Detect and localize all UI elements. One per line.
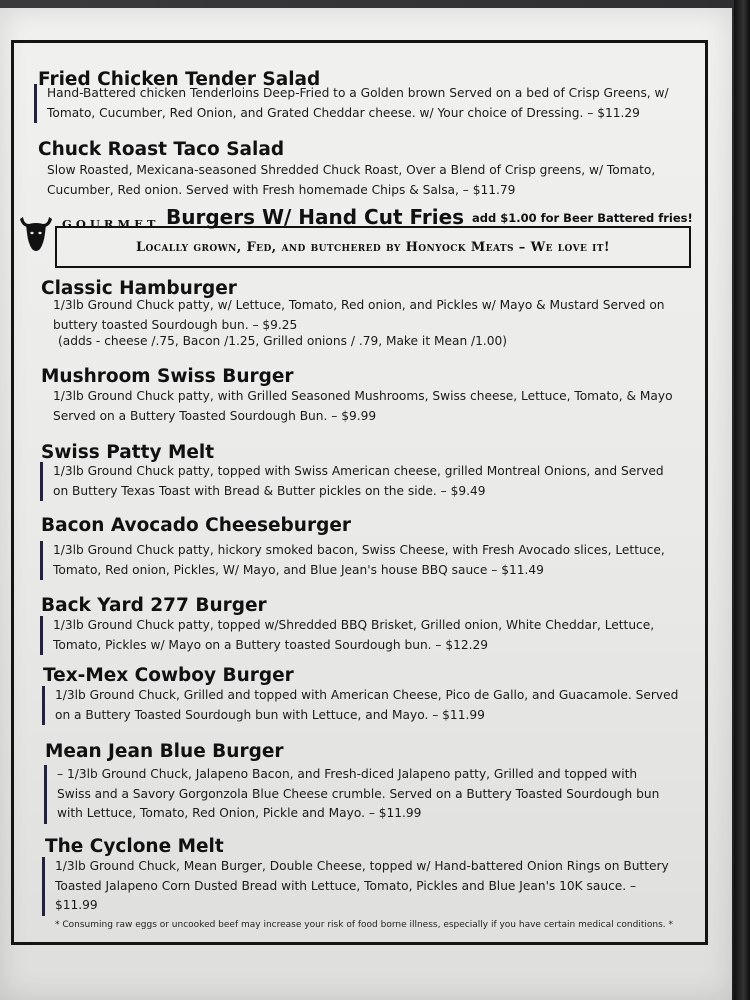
menu-item-title: Mushroom Swiss Burger <box>41 366 294 387</box>
menu-item-description <box>44 765 659 824</box>
description-line: 1/3lb Ground Chuck patty, topped w/Shredded BBQ Brisket, Grilled onion, White Cheddar, Lettuce, <box>53 618 655 632</box>
menu-item-title: Back Yard 277 Burger <box>41 595 267 616</box>
description-line: Hand-Battered chicken Tenderloins Deep-Fried to a Golden brown Served on a bed of Crisp Greens, w/ <box>47 86 669 100</box>
description-line: buttery toasted Sourdough bun. – $9.25 <box>53 317 298 332</box>
description-line: Tomato, Pickles w/ Mayo on a Buttery toasted Sourdough bun. – $12.29 <box>53 637 489 652</box>
description-line: Tomato, Cucumber, Red Onion, and Grated Cheddar cheese. w/ Your choice of Dressing. – $11.29 <box>47 105 640 120</box>
binder-edge <box>734 0 750 1000</box>
add-ons-line: (adds - cheese /.75, Bacon /1.25, Grilled onions / .79, Make it Mean /1.00) <box>58 334 508 348</box>
description-line: 1/3lb Ground Chuck, Mean Burger, Double Cheese, topped w/ Hand-battered Onion Rings on Buttery <box>55 859 669 873</box>
menu-item-title: Chuck Roast Taco Salad <box>38 139 285 160</box>
menu-item-title: Classic Hamburger <box>41 278 237 299</box>
menu-item-description <box>40 387 673 426</box>
description-line: Tomato, Red onion, Pickles, W/ Mayo, and Blue Jean's house BBQ sauce – $11.49 <box>53 562 544 577</box>
description-line: Toasted Jalapeno Corn Dusted Bread with Lettuce, Tomato, Pickles and Blue Jean's 10K sauce. – <box>55 878 637 893</box>
description-line: 1/3lb Ground Chuck patty, w/ Lettuce, Tomato, Red onion, and Pickles w/ Mayo & Mustard Served on <box>53 298 665 312</box>
description-line: 1/3lb Ground Chuck, Grilled and topped with American Cheese, Pico de Gallo, and Guacamole. Served <box>55 688 679 702</box>
beer-battered-note: add $1.00 for Beer Battered fries! <box>472 211 693 225</box>
menu-item-description <box>42 857 669 916</box>
menu-item-description <box>40 462 664 501</box>
menu-item-title: The Cyclone Melt <box>45 836 224 857</box>
description-line: 1/3lb Ground Chuck patty, topped with Swiss American cheese, grilled Montreal Onions, and Served <box>53 464 664 478</box>
menu-item-title: Swiss Patty Melt <box>41 442 215 463</box>
health-warning-footnote: * Consuming raw eggs or uncooked beef may increase your risk of food borne illness, especially if you have certain medical conditions. * <box>55 920 673 930</box>
menu-item-description <box>34 84 669 123</box>
description-line: Swiss and a Savory Gorgonzola Blue Cheese crumble. Served on a Buttery Toasted Sourdough bun <box>57 786 660 801</box>
menu-item-title: Mean Jean Blue Burger <box>45 741 284 762</box>
menu-item-title: Fried Chicken Tender Salad <box>38 69 321 90</box>
menu-item-title: Bacon Avocado Cheeseburger <box>41 515 351 536</box>
description-line: – 1/3lb Ground Chuck, Jalapeno Bacon, and Fresh-diced Jalapeno patty, Grilled and topped with <box>57 767 638 781</box>
sourcing-text: Locally grown, Fed, and butchered by Honyock Meats – We love it! <box>136 239 610 255</box>
description-line: Served on a Buttery Toasted Sourdough Bun. – $9.99 <box>53 408 377 423</box>
sourcing-banner <box>55 226 691 268</box>
description-line: with Lettuce, Tomato, Red Onion, Pickle and Mayo. – $11.99 <box>57 806 422 820</box>
menu-item-description <box>34 161 655 200</box>
menu-item-title: Tex-Mex Cowboy Burger <box>43 665 294 686</box>
description-line: 1/3lb Ground Chuck patty, with Grilled Seasoned Mushrooms, Swiss cheese, Lettuce, Tomato, & Mayo <box>53 389 673 403</box>
menu-item-description <box>40 616 654 655</box>
section-heading: Burgers W/ Hand Cut Fries <box>166 205 465 229</box>
menu-item-description <box>42 686 678 725</box>
gourmet-label: GOURMET <box>62 217 160 231</box>
menu-item-description <box>40 541 665 580</box>
description-line: on Buttery Texas Toast with Bread & Butter pickles on the side. – $9.49 <box>53 483 486 498</box>
description-line: Cucumber, Red onion. Served with Fresh homemade Chips & Salsa, – $11.79 <box>47 182 516 197</box>
description-line: on a Buttery Toasted Sourdough bun with Lettuce, and Mayo. – $11.99 <box>55 707 485 722</box>
description-line: Slow Roasted, Mexicana-seasoned Shredded Chuck Roast, Over a Blend of Crisp greens, w/ Tomato, <box>47 163 656 177</box>
description-line: 1/3lb Ground Chuck patty, hickory smoked bacon, Swiss Cheese, with Fresh Avocado slices, Lettuce, <box>53 543 665 557</box>
description-line: $11.99 <box>55 898 98 912</box>
bull-head-icon <box>18 211 54 255</box>
menu-item-description <box>40 296 665 335</box>
